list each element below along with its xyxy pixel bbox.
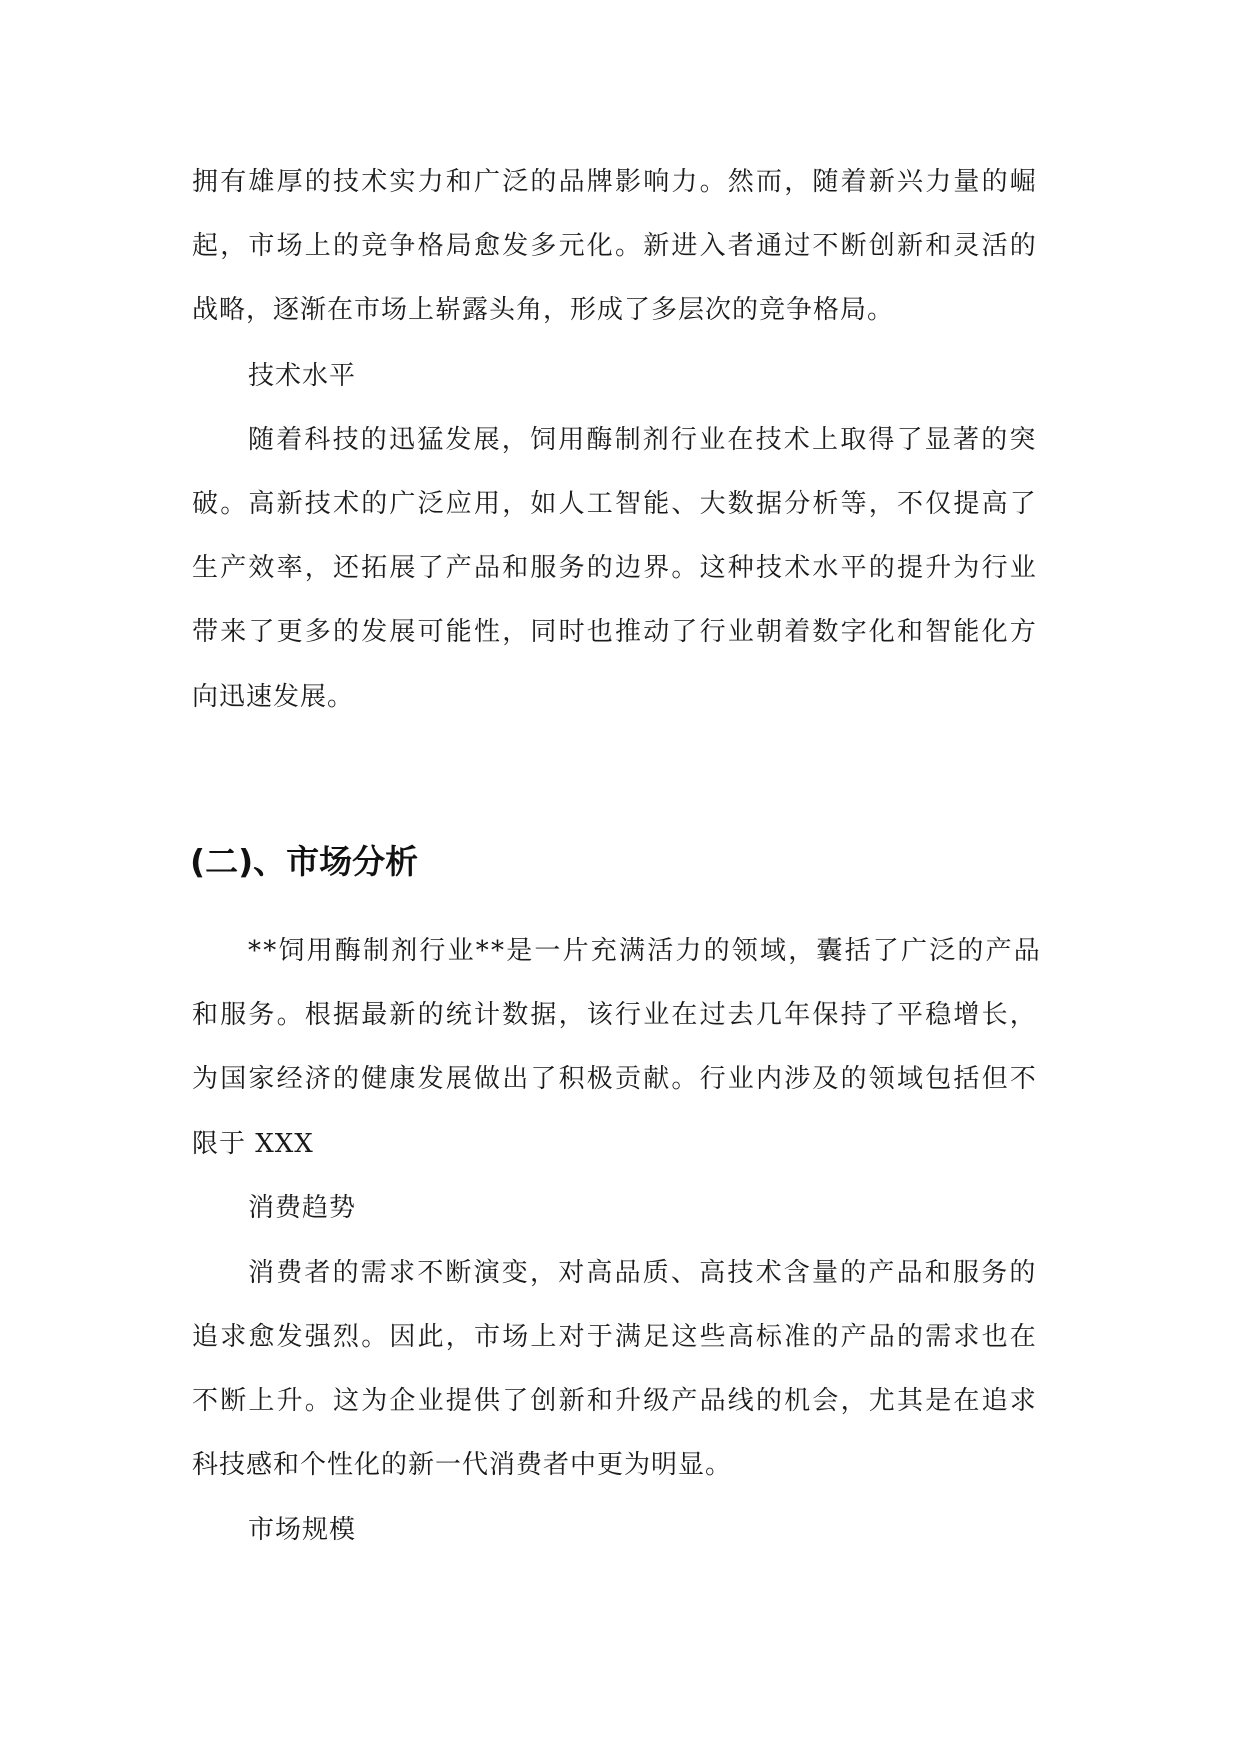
subheading-consumption-trend: 消费趋势	[248, 1193, 357, 1223]
paragraph-line: 拥有雄厚的技术实力和广泛的品牌影响力。然而，随着新兴力量的崛	[192, 167, 1039, 197]
paragraph-line: 生产效率，还拓展了产品和服务的边界。这种技术水平的提升为行业	[192, 553, 1039, 583]
paragraph-line: 和服务。根据最新的统计数据，该行业在过去几年保持了平稳增长，	[192, 1000, 1039, 1030]
paragraph-line: 向迅速发展。	[192, 682, 355, 712]
paragraph-line: 不断上升。这为企业提供了创新和升级产品线的机会，尤其是在追求	[192, 1386, 1039, 1416]
paragraph-line: 带来了更多的发展可能性，同时也推动了行业朝着数字化和智能化方	[192, 617, 1039, 647]
paragraph-line: 科技感和个性化的新一代消费者中更为明显。	[192, 1450, 733, 1480]
paragraph-line: 限于 XXX	[192, 1129, 314, 1159]
paragraph-line: 追求愈发强烈。因此，市场上对于满足这些高标准的产品的需求也在	[192, 1322, 1039, 1352]
paragraph-line: 起，市场上的竞争格局愈发多元化。新进入者通过不断创新和灵活的	[192, 231, 1039, 261]
paragraph-line: 破。高新技术的广泛应用，如人工智能、大数据分析等，不仅提高了	[192, 489, 1039, 519]
paragraph-line: **饲用酶制剂行业**是一片充满活力的领域，囊括了广泛的产品	[248, 936, 1043, 966]
paragraph-line: 随着科技的迅猛发展，饲用酶制剂行业在技术上取得了显著的突	[248, 425, 1038, 455]
subheading-tech-level: 技术水平	[248, 361, 357, 391]
paragraph-line: 战略，逐渐在市场上崭露头角，形成了多层次的竞争格局。	[192, 295, 895, 325]
subheading-market-size: 市场规模	[248, 1515, 357, 1545]
paragraph-line: 为国家经济的健康发展做出了积极贡献。行业内涉及的领域包括但不	[192, 1064, 1039, 1094]
section-heading: (二)、市场分析	[190, 842, 419, 881]
paragraph-line: 消费者的需求不断演变，对高品质、高技术含量的产品和服务的	[248, 1258, 1038, 1288]
